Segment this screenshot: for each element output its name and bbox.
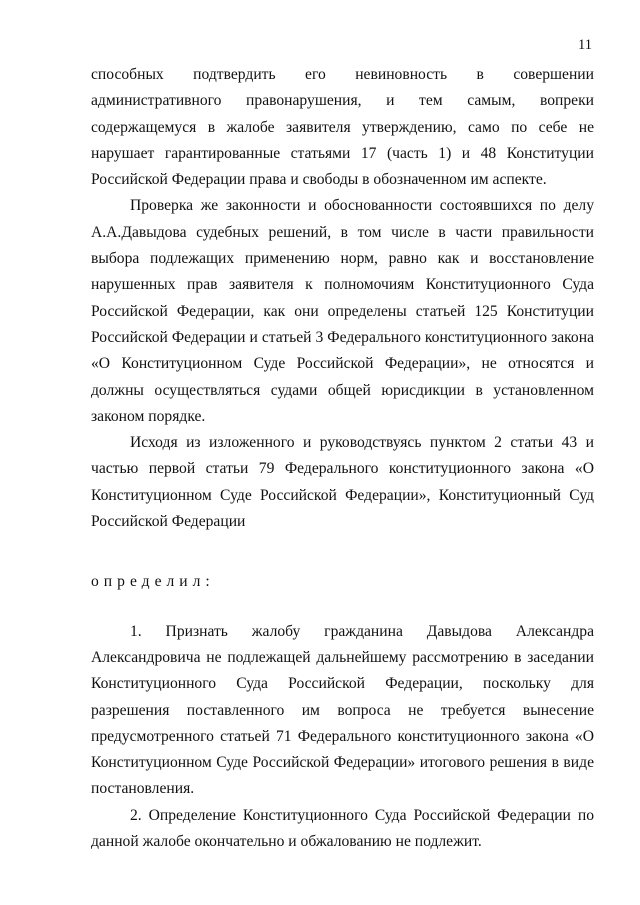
paragraph-item-2: 2. Определение Конституционного Суда Российской Федерации по данной жалобе окончательно и обжалованию не подлежит.: [91, 806, 594, 851]
paragraph-continuation: способных подтвердить его невиновность в совершении административного правонарушения, и тем самым, вопреки содержащемуся в жалобе заявителя утверждению, само по себе не нарушает гарантированные статьями 17 (часть 1) и 48 Конституции Российской Федерации права и свободы в обозначенном им аспекте.: [91, 66, 594, 189]
page-number: 11: [578, 37, 592, 53]
paragraph-item-1: 1. Признать жалобу гражданина Давыдова Александра Александровича не подлежащей дальнейшему рассмотрению в заседании Конституционного Суда Российской Федерации, поскольку для разрешения поставленного им вопроса не требуется вынесение предусмотренного статьей 71 Федерального конституционного закона «О Конституционном Суде Российской Федерации» итогового решения в виде постановления.: [91, 622, 594, 798]
paragraph-based-on: Исходя из изложенного и руководствуясь пунктом 2 статьи 43 и частью первой статьи 79 Федерального конституционного закона «О Конституционном Суде Российской Федерации», Конституционный Суд Российской Федерации: [91, 434, 594, 531]
document-body: [91, 62, 594, 855]
decree-heading: определил:: [91, 573, 215, 591]
paragraph-review-legality: Проверка же законности и обоснованности состоявшихся по делу А.А.Давыдова судебных решений, в том числе в части правильности выбора подлежащих применению норм, равно как и восстановление нарушенных прав заявителя к полномочиям Конституционного Суда Российской Федерации, как они определены статьей 125 Конституции Российской Федерации и статьей 3 Федерального конституционного закона «О Конституционном Суде Российской Федерации», не относятся и должны осуществляться судами общей юрисдикции в установленном законом порядке.: [91, 197, 594, 425]
